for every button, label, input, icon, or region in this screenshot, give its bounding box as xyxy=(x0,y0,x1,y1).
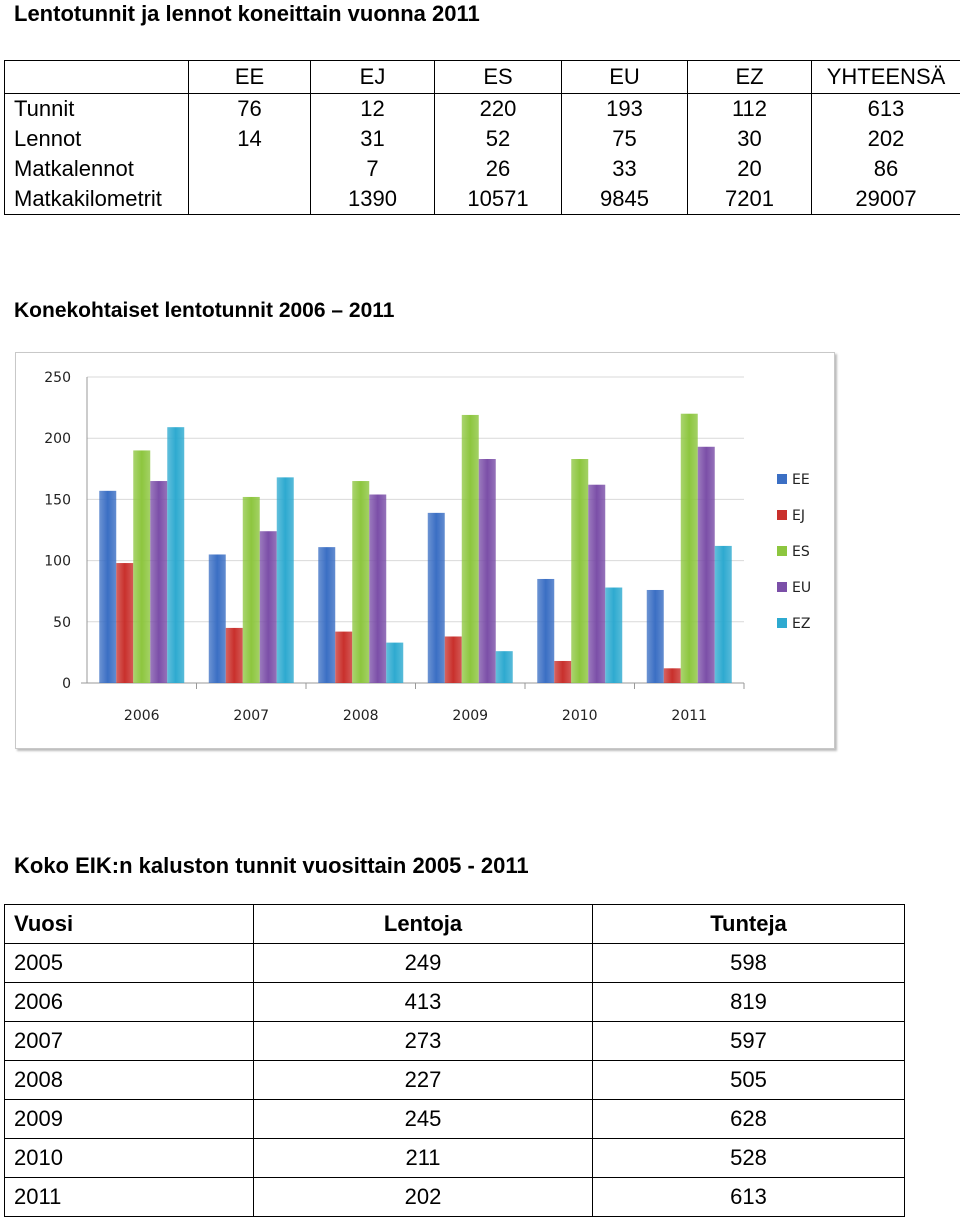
x-tick-label: 2007 xyxy=(233,708,270,724)
table-cell: 2007 xyxy=(5,1022,254,1061)
table-cell: 245 xyxy=(254,1100,593,1139)
header-cell: Tunteja xyxy=(593,905,905,944)
table-cell: 819 xyxy=(593,983,905,1022)
header-cell: Vuosi xyxy=(5,905,254,944)
x-tick-label: 2008 xyxy=(342,708,379,724)
bar-EE-2007 xyxy=(209,554,226,683)
header-cell: Lentoja xyxy=(254,905,593,944)
bar-chart xyxy=(15,352,835,749)
table-row xyxy=(5,94,960,125)
table-cell: 2009 xyxy=(5,1100,254,1139)
row-label: Lennot xyxy=(14,126,82,151)
header-cell: EJ xyxy=(311,61,435,94)
legend-swatch-EJ xyxy=(777,510,787,520)
bar-EU-2006 xyxy=(150,481,167,683)
table-cell: 2005 xyxy=(5,944,254,983)
chart-canvas xyxy=(16,353,834,748)
table-cell: 597 xyxy=(593,1022,905,1061)
header-cell xyxy=(5,61,189,94)
table-cell: 10571 xyxy=(435,184,562,215)
legend-label-EZ: EZ xyxy=(792,616,811,632)
table-cell: 75 xyxy=(562,124,688,154)
table-cell: 2010 xyxy=(5,1139,254,1178)
page-title: Lentotunnit ja lennot koneittain vuonna 2011 xyxy=(14,1,480,26)
bar-EE-2011 xyxy=(647,590,664,683)
header-cell: EZ xyxy=(688,61,812,94)
table-cell: 202 xyxy=(254,1178,593,1217)
y-tick-label: 250 xyxy=(44,370,71,386)
table-cell: 227 xyxy=(254,1061,593,1100)
bar-ES-2007 xyxy=(243,497,260,683)
bar-ES-2010 xyxy=(571,459,588,683)
bar-ES-2009 xyxy=(462,415,479,683)
table-cell: 528 xyxy=(593,1139,905,1178)
table-row xyxy=(5,1061,905,1100)
table-cell: 628 xyxy=(593,1100,905,1139)
bar-EU-2010 xyxy=(588,485,605,683)
table-cell: 12 xyxy=(311,94,435,125)
table-cell: 7201 xyxy=(688,184,812,215)
bar-EU-2011 xyxy=(698,447,715,683)
bar-EZ-2010 xyxy=(605,588,622,683)
bar-EJ-2011 xyxy=(664,668,681,683)
table-body xyxy=(5,944,905,1217)
legend-label-EE: EE xyxy=(792,472,810,488)
table-cell: 1390 xyxy=(311,184,435,215)
bar-EJ-2007 xyxy=(226,628,243,683)
x-tick-label: 2011 xyxy=(671,708,708,724)
x-tick-label: 2009 xyxy=(452,708,489,724)
fleet-hours-heading: Koko EIK:n kaluston tunnit vuosittain 2005 - 2011 xyxy=(14,853,529,878)
x-tick-label: 2006 xyxy=(123,708,160,724)
bar-EJ-2008 xyxy=(335,632,352,683)
table-cell: 14 xyxy=(189,124,311,154)
table-cell: 20 xyxy=(688,154,812,184)
y-tick-label: 150 xyxy=(44,492,71,509)
table-cell: 2011 xyxy=(5,1178,254,1217)
table-cell: 613 xyxy=(593,1178,905,1217)
y-tick-label: 50 xyxy=(53,614,71,631)
table-row xyxy=(5,1100,905,1139)
table-cell: 30 xyxy=(688,124,812,154)
row-label: Tunnit xyxy=(14,96,75,121)
y-tick-label: 100 xyxy=(44,553,71,570)
bar-EU-2007 xyxy=(260,531,277,683)
table-cell: 249 xyxy=(254,944,593,983)
legend-label-EU: EU xyxy=(792,580,812,596)
table-cell xyxy=(189,184,311,215)
bar-EU-2009 xyxy=(479,459,496,683)
bar-EZ-2008 xyxy=(386,643,403,683)
legend-swatch-EZ xyxy=(777,618,787,628)
legend-label-EJ: EJ xyxy=(792,508,805,524)
x-tick-label: 2010 xyxy=(561,708,598,724)
bar-EZ-2006 xyxy=(167,427,184,683)
table-row xyxy=(5,1139,905,1178)
table-cell: 598 xyxy=(593,944,905,983)
header-cell: EU xyxy=(562,61,688,94)
table-cell: 31 xyxy=(311,124,435,154)
bar-ES-2011 xyxy=(681,414,698,683)
table-cell: 26 xyxy=(435,154,562,184)
bar-EE-2009 xyxy=(428,513,445,683)
legend-swatch-EE xyxy=(777,474,787,484)
bar-EZ-2007 xyxy=(277,477,294,683)
bar-EJ-2010 xyxy=(554,661,571,683)
table-header-row xyxy=(5,905,905,944)
table-cell: 86 xyxy=(812,154,960,184)
header-cell: ES xyxy=(435,61,562,94)
table-cell: 2006 xyxy=(5,983,254,1022)
table-row xyxy=(5,944,905,983)
bar-EE-2010 xyxy=(537,579,554,683)
legend-swatch-ES xyxy=(777,546,787,556)
table-cell: 33 xyxy=(562,154,688,184)
table-row xyxy=(5,184,960,215)
table-cell: 2008 xyxy=(5,1061,254,1100)
table-cell: 202 xyxy=(812,124,960,154)
header-cell: EE xyxy=(189,61,311,94)
table-cell: 76 xyxy=(189,94,311,125)
bar-EJ-2006 xyxy=(116,563,133,683)
row-label: Matkakilometrit xyxy=(14,186,162,211)
bar-ES-2006 xyxy=(133,450,150,683)
table-cell: 505 xyxy=(593,1061,905,1100)
bar-EJ-2009 xyxy=(445,636,462,683)
table-cell: 193 xyxy=(562,94,688,125)
legend-swatch-EU xyxy=(777,582,787,592)
table-row xyxy=(5,983,905,1022)
table-cell: 112 xyxy=(688,94,812,125)
table-cell: 220 xyxy=(435,94,562,125)
legend-label-ES: ES xyxy=(792,544,810,560)
table-cell: 52 xyxy=(435,124,562,154)
bar-EZ-2011 xyxy=(715,546,732,683)
fleet-hours-table xyxy=(4,904,905,1217)
row-label: Matkalennot xyxy=(14,156,134,181)
table-row xyxy=(5,1178,905,1217)
y-tick-label: 0 xyxy=(62,676,71,692)
table-cell: 29007 xyxy=(812,184,960,215)
table-row xyxy=(5,154,960,184)
table-row xyxy=(5,1022,905,1061)
table-cell: 613 xyxy=(812,94,960,125)
table-cell: 273 xyxy=(254,1022,593,1061)
bar-EU-2008 xyxy=(369,495,386,683)
chart-heading: Konekohtaiset lentotunnit 2006 – 2011 xyxy=(14,299,395,322)
table-header-row xyxy=(5,61,960,94)
header-cell: YHTEENSÄ xyxy=(812,61,960,94)
bar-EZ-2009 xyxy=(496,651,513,683)
summary-table-2011 xyxy=(4,60,960,215)
table-cell: 9845 xyxy=(562,184,688,215)
table-cell: 211 xyxy=(254,1139,593,1178)
table-cell: 413 xyxy=(254,983,593,1022)
bar-EE-2006 xyxy=(99,491,116,683)
y-tick-label: 200 xyxy=(44,431,71,448)
table-cell: 7 xyxy=(311,154,435,184)
bar-EE-2008 xyxy=(318,547,335,683)
table-row xyxy=(5,124,960,154)
bar-ES-2008 xyxy=(352,481,369,683)
table-cell xyxy=(189,154,311,184)
